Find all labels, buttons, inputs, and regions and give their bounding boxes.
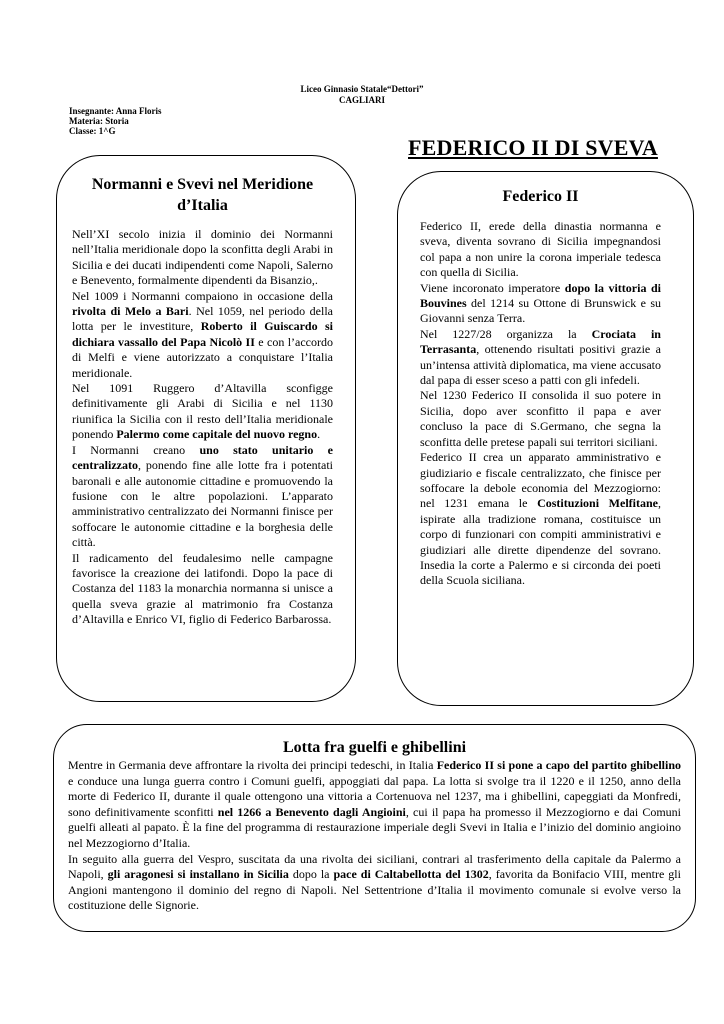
text-run: Mentre in Germania deve affrontare la rivolta dei principi tedeschi, in Italia [68,758,437,772]
text-run: , cui il papa ha promesso il Mezzogiorno e dai Comuni guelfi alleati al papato. È la fine del programma di restaurazione imperiale degli Svevi in Italia e l’inizio del dominio angioino nel Mezzogiorno d’Italia. [68,804,682,850]
document-meta [69,106,162,136]
class-line: Classe: 1^G [69,126,116,136]
paragraph [420,281,661,327]
bold-text: dopo la vittoria di Bouvines [420,280,661,311]
paragraph [68,852,681,914]
bold-text: nel 1266 a Benevento dagli Angioini [217,804,406,819]
paragraph [72,381,333,443]
bold-text: Palermo come capitale del nuovo regno [116,427,318,442]
school-name: Liceo Ginnasio Statale“Dettori” [300,84,424,94]
normanni-svevi-title: Normanni e Svevi nel Meridione d’Italia [91,176,314,214]
text-run: Viene incoronato imperatore [420,280,565,295]
school-header [0,84,724,106]
school-city: CAGLIARI [338,95,385,105]
text-run: del 1214 su Ottone di Brunswick e su Giovanni senza Terra. [420,296,661,326]
bold-text: Federico II si pone a capo del partito ghibellino [436,758,681,772]
guelfi-ghibellini-text [68,758,681,914]
bold-text: uno stato unitario e centralizzato [72,442,333,473]
paragraph [420,450,661,589]
guelfi-ghibellini-title: Lotta fra guelfi e ghibellini [282,739,467,756]
bold-text: gli aragonesi si installano in Sicilia [107,867,289,882]
text-run: Nel 1227/28 organizza la [420,326,592,341]
text-run: Nel 1009 i Normanni compaiono in occasione della [72,288,333,303]
text-run: , ponendo fine alle lotte fra i potentati baronali e alle autonomie cittadine e promuovendo la fusione con le altre popolazioni. L’apparato amministrativo centralizzato dei Normanni finisce per soffocare le autonomie cittadine e la borghesia delle città. [72,458,333,550]
federico-ii-text [420,219,661,589]
federico-ii-title: Federico II [502,188,579,205]
normanni-svevi-text [72,227,333,628]
paragraph [72,289,333,381]
bold-text: rivolta di Melo a Bari [72,304,189,319]
normanni-svevi-box [56,155,356,702]
text-run: , ottenendo risultati positivi grazie a un’intensa attività diplomatica, ma viene accusato dal papa di esser sceso a patti con gli infedeli. [420,342,661,388]
bold-text: Roberto il Guiscardo si dichiara vassallo del Papa Nicolò II [72,319,334,349]
text-run: Nell’XI secolo inizia il dominio dei Normanni nell’Italia meridionale dopo la sconfitta degli Arabi in Sicilia e dei ducati indipendenti come Napoli, Salerno e Benevento, formalmente dipendenti da Bisanzio,. [72,227,333,288]
subject-line: Materia: Storia [69,116,129,126]
paragraph [420,327,661,389]
bold-text: Crociata in Terrasanta [420,326,661,357]
text-run: . [317,427,321,442]
text-run: e conduce una lunga guerra contro i Comuni guelfi, appoggiati dal papa. La lotta si svolge tra il 1220 e il 1250, anno della morte di Federico II, durante il quale ottengono una vittoria a Cortenuova nel 1237, ma i ghibellini, capeggiati da Monfredi, sono definitivamente sconfitti [68,773,681,819]
guelfi-ghibellini-box [53,724,696,932]
text-run: Federico II, erede della dinastia normanna e sveva, diventa sovrano di Sicilia impegnandosi col papa a non unire la corona imperiale tedesca con quella di Sicilia. [420,219,661,280]
bold-text: pace di Caltabellotta del 1302 [333,867,489,882]
federico-ii-box [397,171,694,706]
paragraph [72,551,333,628]
page-title: FEDERICO II DI SVEVA [408,135,658,160]
text-run: Federico II crea un apparato amministrativo e giudiziario e fiscale centralizzato, che finisce per soffocare la debole economia del Mezzogiorno: nel 1231 emana le [420,450,661,511]
text-run: , favorita da Bonifacio VIII, mentre gli Angioni mantengono il dominio del regno di Napoli. Nel Settentrione d’Italia il movimento comunale si evolve verso la costituzione delle Signorie. [68,867,681,913]
paragraph [68,758,681,852]
paragraph [420,388,661,450]
text-run: . Nel 1059, nel periodo della lotta per le investiture, [72,304,333,334]
text-run: e con l’accordo di Melfi e viene autorizzato a conquistare l’Italia meridionale. [72,334,333,380]
text-run: Nel 1091 Ruggero d’Altavilla sconfigge definitivamente gli Arabi di Sicilia e nel 1130 riunifica la Sicilia con il resto dell’Italia meridionale ponendo [72,381,333,442]
paragraph [72,227,333,289]
bold-text: Costituzioni Melfitane [537,496,658,511]
text-run: Nel 1230 Federico II consolida il suo potere in Sicilia, dopo aver sconfitto il papa e aver concluso la pace di S.Germano, che segna la sconfitta delle pretese papali sui territori siciliani. [420,388,661,449]
paragraph [420,219,661,281]
text-run: dopo la [288,867,334,882]
paragraph [72,443,333,551]
teacher-line: Insegnante: Anna Floris [69,106,162,116]
text-run: Il radicamento del feudalesimo nelle campagne favorisce la creazione dei latifondi. Dopo la pace di Costanza del 1183 la monarchia normanna si unisce a quella sveva grazie al matrimonio fra Costanza d’Altavilla e Enrico VI, figlio di Federico Barbarossa. [72,550,333,627]
text-run: , ispirate alla tradizione romana, costituisce un corpo di funzionari con compiti amministrativi e giudiziari alle dirette dipendenze del sovrano. Insedia la corte a Palermo e si circonda dei poeti della Scuola siciliana. [420,496,661,588]
text-run: I Normanni creano [72,442,200,457]
text-run: In seguito alla guerra del Vespro, suscitata da una rivolta dei siciliani, contrari al trasferimento della capitale da Palermo a Napoli, [68,851,681,882]
